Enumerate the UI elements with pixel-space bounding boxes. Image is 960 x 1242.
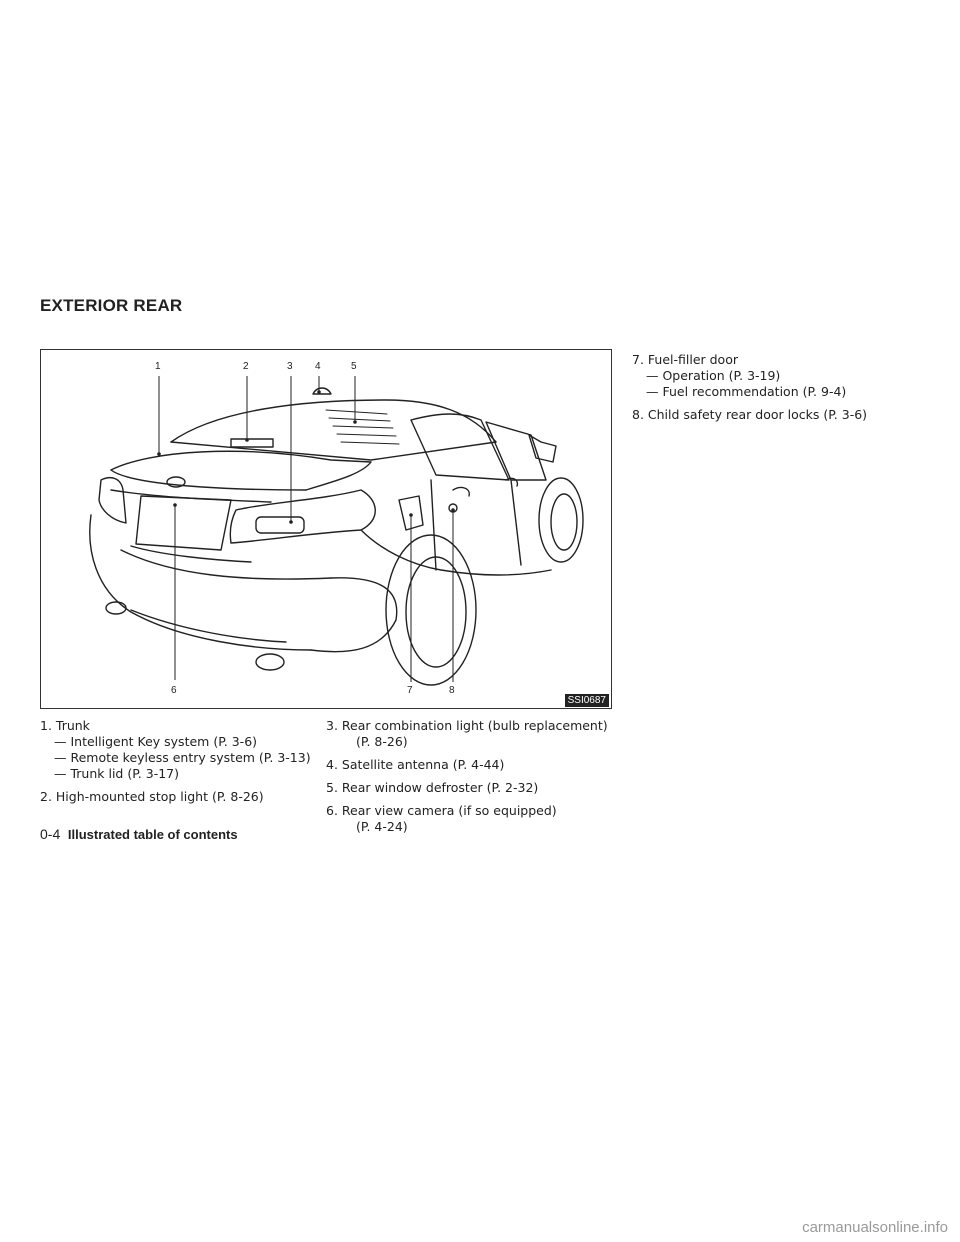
list-item (632, 407, 932, 423)
item-label: 3. Rear combination light (bulb replacement) (326, 718, 608, 733)
item-label: 4. Satellite antenna (P. 4-44) (326, 757, 505, 772)
callout-4: 4 (315, 361, 321, 372)
list-item (40, 718, 330, 782)
list-item (326, 718, 626, 750)
callout-8: 8 (449, 685, 455, 696)
list-item (326, 803, 626, 835)
callout-2: 2 (243, 361, 249, 372)
list-item (40, 789, 330, 805)
legend-column-1 (40, 718, 330, 812)
item-sub: — Fuel recommendation (P. 9-4) (646, 384, 847, 399)
page-footer (40, 826, 238, 842)
item-label: 5. Rear window defroster (P. 2-32) (326, 780, 539, 795)
footer-section-title: Illustrated table of contents (67, 827, 238, 842)
callout-5: 5 (351, 361, 357, 372)
item-sub: — Remote keyless entry system (P. 3-13) (54, 750, 311, 765)
item-label: 2. High-mounted stop light (P. 8-26) (40, 789, 264, 804)
legend-column-3 (632, 352, 932, 430)
legend-column-2 (326, 718, 626, 842)
item-label: 7. Fuel-filler door (632, 352, 738, 367)
page-number: 0-4 (40, 826, 61, 842)
watermark[interactable]: carmanualsonline.info (802, 1219, 948, 1236)
item-label: 6. Rear view camera (if so equipped) (326, 803, 557, 818)
list-item (326, 780, 626, 796)
item-label: 1. Trunk (40, 718, 90, 733)
callout-6: 6 (171, 685, 177, 696)
item-sub: — Operation (P. 3-19) (646, 368, 781, 383)
callout-1: 1 (155, 361, 161, 372)
list-item (326, 757, 626, 773)
section-title: EXTERIOR REAR (40, 296, 183, 315)
car-drawing (41, 350, 611, 708)
item-label: 8. Child safety rear door locks (P. 3-6) (632, 407, 868, 422)
item-continuation: (P. 4-24) (356, 819, 408, 834)
figure-code: SSI0687 (565, 694, 609, 707)
callout-3: 3 (287, 361, 293, 372)
callout-7: 7 (407, 685, 413, 696)
item-sub: — Intelligent Key system (P. 3-6) (54, 734, 258, 749)
list-item (632, 352, 932, 400)
item-sub: — Trunk lid (P. 3-17) (54, 766, 179, 781)
item-continuation: (P. 8-26) (356, 734, 408, 749)
car-rear-illustration (40, 349, 612, 709)
